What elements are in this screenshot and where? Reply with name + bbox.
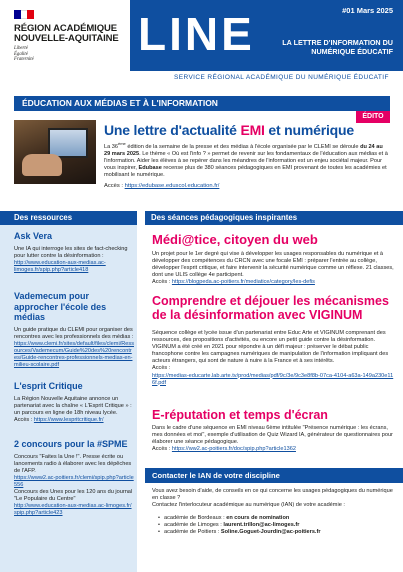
ereputation-link[interactable]: https://ww2.ac-poitiers.fr/doc/spip.php?article1362 bbox=[171, 446, 296, 453]
contact-heading: Contacter le IAN de votre discipline bbox=[145, 468, 403, 483]
contact-item: • académie de Bordeaux : en cours de nomination bbox=[164, 515, 394, 522]
issue-number: #01 Mars 2025 bbox=[342, 6, 393, 15]
article-title-viginum: Comprendre et déjouer les mécanismes de la désinformation avec VIGINUM bbox=[152, 294, 389, 322]
resources-sidebar bbox=[0, 211, 137, 572]
sessions-heading: Des séances pédagogiques inspirantes bbox=[145, 211, 403, 225]
edito-access: Accès : https://edubase.eduscol.education.fr/ bbox=[104, 183, 220, 189]
resource-title: L'esprit Critique bbox=[14, 381, 83, 391]
article-text-mediatice: Un projet pour le 1er degré qui vise à développer les usages responsables du numérique et à développer des compétences du CRCN avec une focale EMI : préparer l'entrée au collège, développer l'esprit critique, et faire intervenir la sécurité numérique comme un réflexe. 21 classes, dont une ULIS collège 4e participent. Accès : https://blogpeda.ac-poitiers.fr/mediatice/category/les-defis bbox=[152, 251, 394, 286]
edito-title: Une lettre d'actualité EMI et numérique bbox=[104, 122, 354, 138]
masthead bbox=[0, 0, 403, 82]
emi-section-band: ÉDUCATION AUX MÉDIAS ET À L'INFORMATION bbox=[14, 96, 390, 111]
service-name: SERVICE RÉGIONAL ACADÉMIQUE DU NUMÉRIQUE ÉDUCATIF bbox=[174, 74, 389, 81]
resource-vademecum: Vademecum pour approcher l'école des médias Un guide pratique du CLEMI pour organiser des rencontres avec les professionnels des médias : https://www.clemi.fr/sites/default/files/clemi/Ressources/Vademecum/Guide%20des%20rencontres/Guide-rencontres-professionnels-medias-en-milieu-scolaire.pdf bbox=[14, 291, 134, 368]
article-text-ereputation: Dans le cadre d'une séquence en EMI niveau 6ème intitulée "Présence numérique : les écrans, mes données et moi", exemple d'utilisation de Quiz Wizard IA, générateur de questionnaires pour élaborer une séance pédagogique. Accès : https://ww2.ac-poitiers.fr/doc/spip.php?article1362 bbox=[152, 425, 393, 453]
region-name: RÉGION ACADÉMIQUE NOUVELLE-AQUITAINE bbox=[14, 23, 119, 44]
viginum-link[interactable]: https://medias-educarte.lab.arte.tv/prod/medias/pdf/9c/3e/9c3e8f8b-07ca-4104-a63a-149a230e116f.pdf bbox=[152, 372, 394, 386]
edito-text: La 36ème édition de la semaine de la presse et des médias à l'école organisée par le CLEMI se déroule du 24 au 29 mars 2025. Le thème « Où est l'info ? » permet de revenir sur les fondamentaux de l'éducation aux médias et à l'information. Aider les élèves à se repérer dans les méandres de l'information est un enjeu sociétal majeur. Pour vous inspirer, Edubase recense plus de 380 séances pédagogiques en EMI provenant de toutes les académies et mobilisant le numérique. bbox=[104, 141, 388, 179]
contact-list bbox=[164, 515, 394, 537]
article-title-mediatice: Médi@tice, citoyen du web bbox=[152, 232, 318, 247]
article-title-ereputation: E-réputation et temps d'écran bbox=[152, 408, 328, 422]
line-logo: LINE bbox=[138, 8, 255, 60]
mediatice-link[interactable]: https://blogpeda.ac-poitiers.fr/mediatice/category/les-defis bbox=[171, 279, 315, 286]
resources-heading: Des ressources bbox=[0, 211, 137, 225]
edito-photo bbox=[14, 120, 96, 184]
contact-item[interactable]: • académie de Poitiers : Soline.Goguet-Jourdin@ac-poitiers.fr bbox=[164, 529, 394, 536]
populaire-du-centre-link[interactable]: http://www.education-aux-medias.ac-limoges.fr/spip.php?article423 bbox=[14, 503, 132, 517]
esprit-critique-link[interactable]: https://www.lespritcritique.fr/ bbox=[33, 416, 104, 423]
article-text-viginum: Séquence collège et lycée issue d'un partenariat entre Educ Arte et VIGINUM comprenant des ressources, des propositions d'activités, ou encore un petit guide contre la désinformation. VIGINUM a été créé en 2021 pour répondre à un défi majeur : préserver le débat public francophone contre les campagnes numériques de manipulation de l'information impliquant des acteurs étrangers, qui sont de nature à nuire à la France et à ses intérêts. Accès : https://medias-educarte.lab.arte.tv/prod/medias/pdf/9c/3e/9c3e8f8b-07ca-4104-a63a-149a230e116f.pdf bbox=[152, 330, 394, 386]
edito-badge: ÉDITO bbox=[356, 111, 390, 123]
resource-title: Ask Vera bbox=[14, 231, 53, 241]
vademecum-link[interactable]: https://www.clemi.fr/sites/default/files/clemi/Ressources/Vademecum/Guide%20des%20rencontres/Guide-rencontres-professionnels-medias-en-milieu-scolaire.pdf bbox=[14, 340, 134, 368]
resource-concours-spme: 2 concours pour la #SPME Concours "Faites la Une !". Presse écrite ou lancements radio à élaborer avec les dépêches de l'AFP. https://www2.ac-poitiers.fr/clemi/spip.php?article556 Concours des Unes pour les 120 ans du journal "Le Populaire du Centre" http://www.education-aux-medias.ac-limoges.fr/spip.php?article423 bbox=[14, 439, 134, 517]
ask-vera-link[interactable]: http://www.education-aux-medias.ac-limoges.fr/spip.php?article418 bbox=[14, 259, 106, 273]
contact-intro: Vous avez besoin d'aide, de conseils en ce qui concerne les usages pédagogiques du numérique en classe ? Contactez l'interlocuteur académique au numérique (IAN) de votre académie : bbox=[152, 488, 393, 509]
resource-ask-vera: Ask Vera Une IA qui interroge les sites de fact-checking pour lutter contre la désinformation : http://www.education-aux-medias.ac-limoges.fr/spip.php?article418 bbox=[14, 231, 134, 274]
newsletter-tagline: LA LETTRE D'INFORMATION DU NUMÉRIQUE ÉDUCATIF bbox=[282, 38, 393, 56]
resource-title: Vademecum pour approcher l'école des médias bbox=[14, 291, 107, 322]
edubase-link[interactable]: https://edubase.eduscol.education.fr/ bbox=[124, 183, 220, 189]
republic-motto: Liberté Égalité Fraternité bbox=[14, 46, 34, 63]
resource-esprit-critique: L'esprit Critique La Région Nouvelle Aquitaine annonce un partenariat avec la chaîne « L'Esprit Critique » : un parcours en ligne de 18h niveau lycée. Accès : https://www.lespritcritique.fr/ bbox=[14, 381, 134, 424]
resource-title: 2 concours pour la #SPME bbox=[14, 439, 128, 449]
contact-item[interactable]: • académie de Limoges : laurent.trillon@ac-limoges.fr bbox=[164, 522, 394, 529]
french-flag-icon bbox=[14, 10, 34, 19]
faites-la-une-link[interactable]: https://www2.ac-poitiers.fr/clemi/spip.php?article556 bbox=[14, 474, 134, 488]
